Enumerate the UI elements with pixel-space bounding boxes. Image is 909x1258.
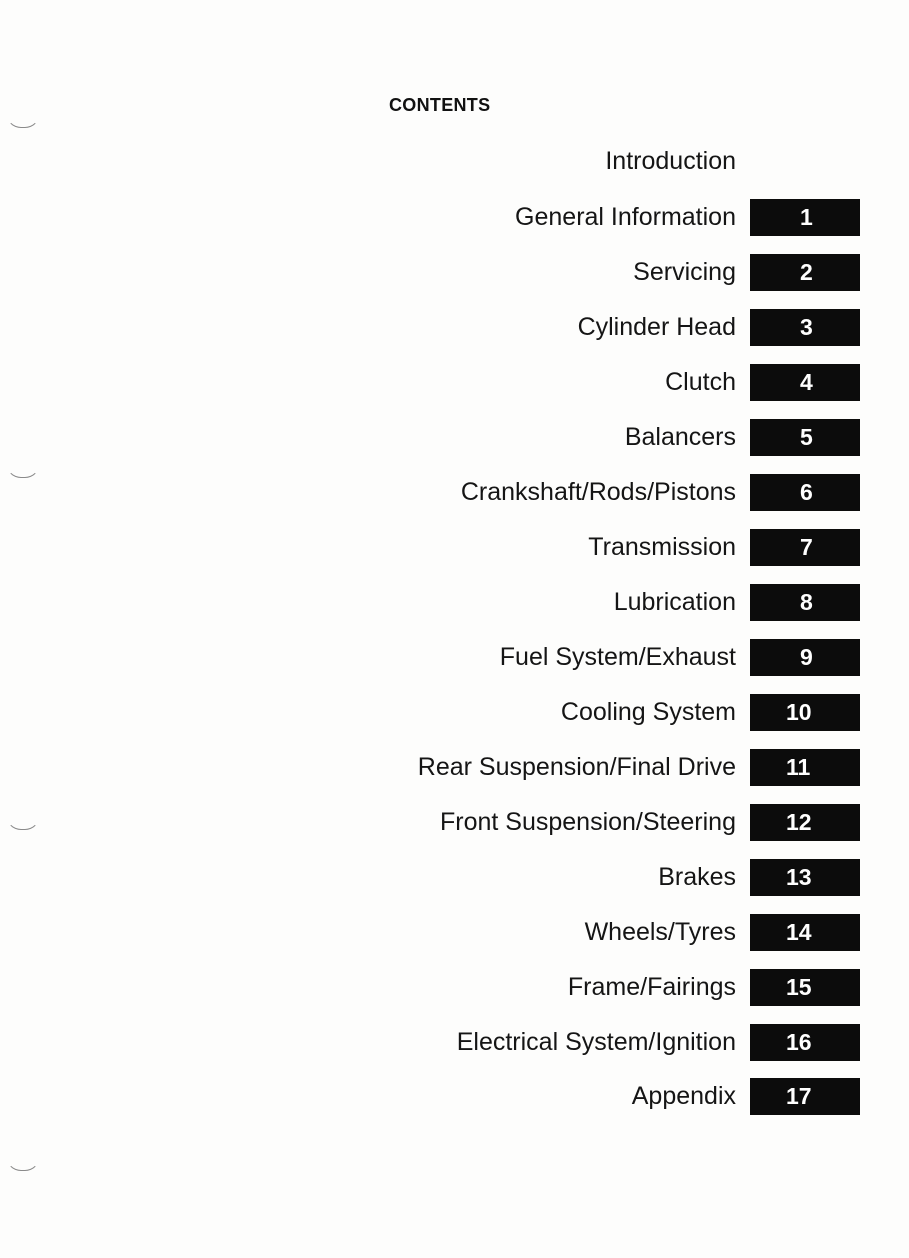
- section-number-tab: 11: [750, 749, 860, 786]
- contents-entry-introduction[interactable]: [0, 143, 909, 181]
- entry-title: Cooling System: [560, 698, 736, 726]
- section-number-tab: 5: [750, 419, 860, 456]
- section-number-tab: 9: [750, 639, 860, 676]
- entry-title: Clutch: [665, 368, 736, 396]
- contents-entry[interactable]: [0, 419, 909, 457]
- section-number-tab: 3: [750, 309, 860, 346]
- entry-title: Electrical System/Ignition: [456, 1028, 736, 1056]
- contents-entry[interactable]: [0, 1024, 909, 1062]
- entry-title: Introduction: [605, 147, 736, 175]
- contents-entry[interactable]: [0, 474, 909, 512]
- binder-punch-hole-mark: [6, 113, 40, 128]
- page-title: CONTENTS: [389, 95, 491, 115]
- entry-title: Lubrication: [613, 588, 736, 616]
- contents-entry[interactable]: [0, 639, 909, 677]
- contents-entry[interactable]: [0, 914, 909, 952]
- section-number-tab: 1: [750, 199, 860, 236]
- section-number-tab: 4: [750, 364, 860, 401]
- entry-title: Transmission: [588, 533, 736, 561]
- contents-entry[interactable]: [0, 584, 909, 622]
- entry-title: General Information: [515, 203, 736, 231]
- entry-title: Appendix: [631, 1082, 736, 1110]
- contents-entry[interactable]: [0, 969, 909, 1007]
- section-number-tab: 13: [750, 859, 860, 896]
- contents-entry[interactable]: [0, 254, 909, 292]
- entry-title: Wheels/Tyres: [584, 918, 736, 946]
- section-number-tab: 10: [750, 694, 860, 731]
- contents-entry[interactable]: [0, 1078, 909, 1116]
- entry-title: Frame/Fairings: [567, 973, 736, 1001]
- section-number-tab: 7: [750, 529, 860, 566]
- entry-title: Brakes: [658, 863, 736, 891]
- contents-entry[interactable]: [0, 859, 909, 897]
- binder-punch-hole-mark: [6, 1156, 40, 1171]
- entry-title: Cylinder Head: [577, 313, 736, 341]
- section-number-tab: 2: [750, 254, 860, 291]
- entry-title: Front Suspension/Steering: [439, 808, 736, 836]
- section-number-tab: 15: [750, 969, 860, 1006]
- contents-entry[interactable]: [0, 804, 909, 842]
- contents-entry[interactable]: [0, 309, 909, 347]
- contents-entry[interactable]: [0, 749, 909, 787]
- contents-entry[interactable]: [0, 694, 909, 732]
- contents-entry[interactable]: [0, 364, 909, 402]
- section-number-tab: 12: [750, 804, 860, 841]
- section-number-tab: 14: [750, 914, 860, 951]
- entry-title: Servicing: [633, 258, 736, 286]
- entry-title: Fuel System/Exhaust: [499, 643, 736, 671]
- entry-title: Crankshaft/Rods/Pistons: [460, 478, 736, 506]
- contents-entry[interactable]: [0, 529, 909, 567]
- contents-entry[interactable]: [0, 199, 909, 237]
- entry-title: Balancers: [624, 423, 736, 451]
- section-number-tab: 6: [750, 474, 860, 511]
- entry-title: Rear Suspension/Final Drive: [417, 753, 736, 781]
- section-number-tab: 8: [750, 584, 860, 621]
- section-number-tab: 17: [750, 1078, 860, 1115]
- section-number-tab: 16: [750, 1024, 860, 1061]
